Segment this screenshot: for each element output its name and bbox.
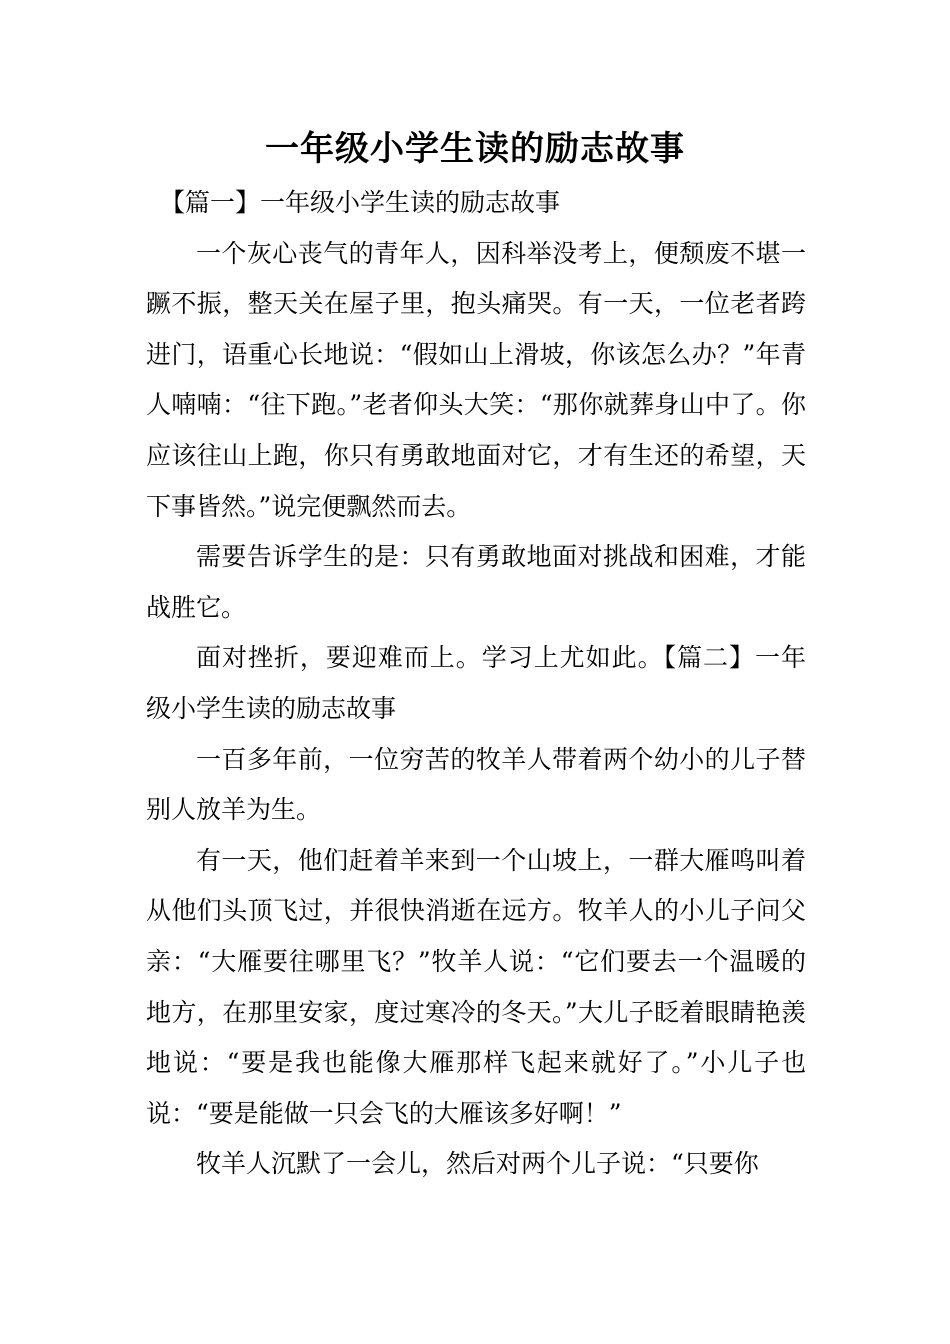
section-heading: 【篇一】一年级小学生读的励志故事 bbox=[160, 188, 561, 217]
paragraph: 一百多年前，一位穷苦的牧羊人带着两个幼小的儿子替别人放羊为生。 bbox=[146, 744, 806, 825]
paragraph: 牧羊人沉默了一会儿，然后对两个儿子说：“只要你 bbox=[196, 1149, 759, 1179]
document-body bbox=[146, 178, 806, 1190]
paragraph: 一个灰心丧气的青年人，因科举没考上，便颓废不堪一蹶不振，整天关在屋子里，抱头痛哭。有一天，一位老者跨进门，语重心长地说：“假如山上滑坡，你该怎么办？”年青人喃喃：“往下跑。”老者仰头大笑：“那你就葬身山中了。你应该往山上跑，你只有勇敢地面对它，才有生还的希望，天下事皆然。”说完便飘然而去。 bbox=[146, 238, 806, 521]
document-title: 一年级小学生读的励志故事 bbox=[265, 129, 685, 169]
paragraph: 有一天，他们赶着羊来到一个山坡上，一群大雁鸣叫着从他们头顶飞过，并很快消逝在远方。牧羊人的小儿子问父亲：“大雁要往哪里飞？”牧羊人说：“它们要去一个温暖的地方，在那里安家，度过寒冷的冬天。”大儿子眨着眼睛艳羡地说：“要是我也能像大雁那样飞起来就好了。”小儿子也说：“要是能做一只会飞的大雁该多好啊！” bbox=[146, 845, 806, 1128]
paragraph: 需要告诉学生的是：只有勇敢地面对挑战和困难，才能战胜它。 bbox=[146, 542, 806, 622]
paragraph: 面对挫折，要迎难而上。学习上尤如此。【篇二】一年级小学生读的励志故事 bbox=[146, 643, 806, 723]
